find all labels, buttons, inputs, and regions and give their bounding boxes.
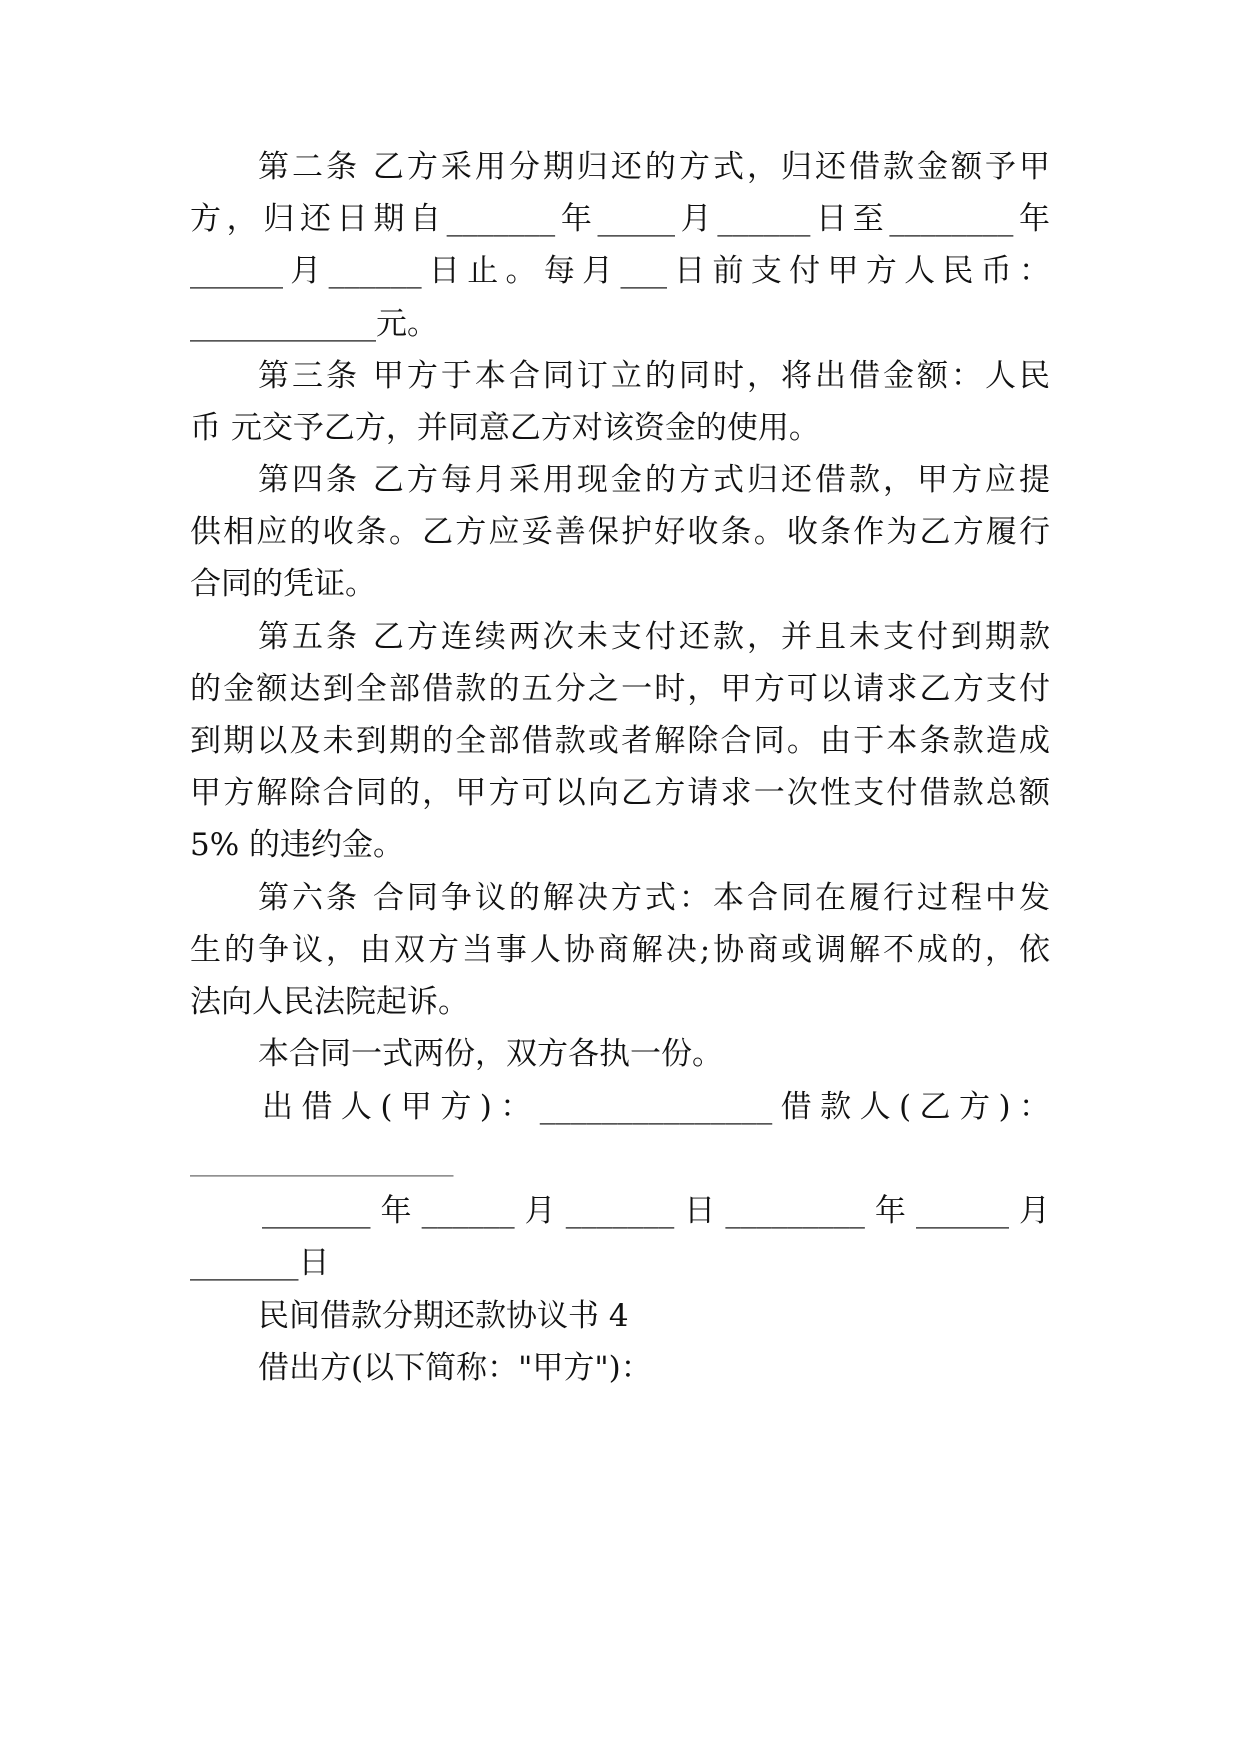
- article-5-line-1: 第五条 乙方连续两次未支付还款，并且未支付到期款: [258, 619, 1050, 655]
- section-title: 民间借款分期还款协议书 4: [258, 1298, 629, 1334]
- article-2-line-4: ____________元。: [190, 306, 438, 342]
- signature-parties-line: 出借人(甲方)：_______________借款人(乙方)：: [262, 1089, 1050, 1125]
- article-4-line-3: 合同的凭证。: [190, 566, 376, 602]
- article-6-line-2: 生的争议，由双方当事人协商解决;协商或调解不成的，依: [190, 932, 1050, 968]
- copies-clause: 本合同一式两份，双方各执一份。: [258, 1036, 723, 1072]
- signature-dates-line-2: _______日: [190, 1245, 330, 1281]
- article-5-line-2: 的金额达到全部借款的五分之一时，甲方可以请求乙方支付: [190, 671, 1050, 707]
- article-4-line-2: 供相应的收条。乙方应妥善保护好收条。收条作为乙方履行: [190, 514, 1050, 550]
- article-6-line-3: 法向人民法院起诉。: [190, 984, 469, 1020]
- article-4-line-1: 第四条 乙方每月采用现金的方式归还借款，甲方应提: [258, 462, 1050, 498]
- lender-label: 借出方(以下简称："甲方")：: [258, 1350, 652, 1386]
- signature-dates-line: _______年______月_______日_________年______月: [262, 1193, 1050, 1229]
- article-6-line-1: 第六条 合同争议的解决方式：本合同在履行过程中发: [258, 880, 1050, 916]
- article-2-line-2: 方，归还日期自_______年_____月______日至________年: [190, 201, 1050, 237]
- article-3-line-1: 第三条 甲方于本合同订立的同时，将出借金额：人民: [258, 358, 1050, 394]
- article-2-line-3: ______月______日止。每月___日前支付甲方人民币：: [190, 253, 1050, 289]
- article-5-line-5: 5% 的违约金。: [190, 827, 405, 863]
- article-3-line-2: 币 元交予乙方，并同意乙方对该资金的使用。: [190, 410, 820, 446]
- article-2-line-1: 第二条 乙方采用分期归还的方式，归还借款金额予甲: [258, 149, 1050, 185]
- article-5-line-3: 到期以及未到期的全部借款或者解除合同。由于本条款造成: [190, 723, 1050, 759]
- article-5-line-4: 甲方解除合同的，甲方可以向乙方请求一次性支付借款总额: [190, 775, 1050, 811]
- borrower-signature-blank: _________________: [190, 1141, 454, 1177]
